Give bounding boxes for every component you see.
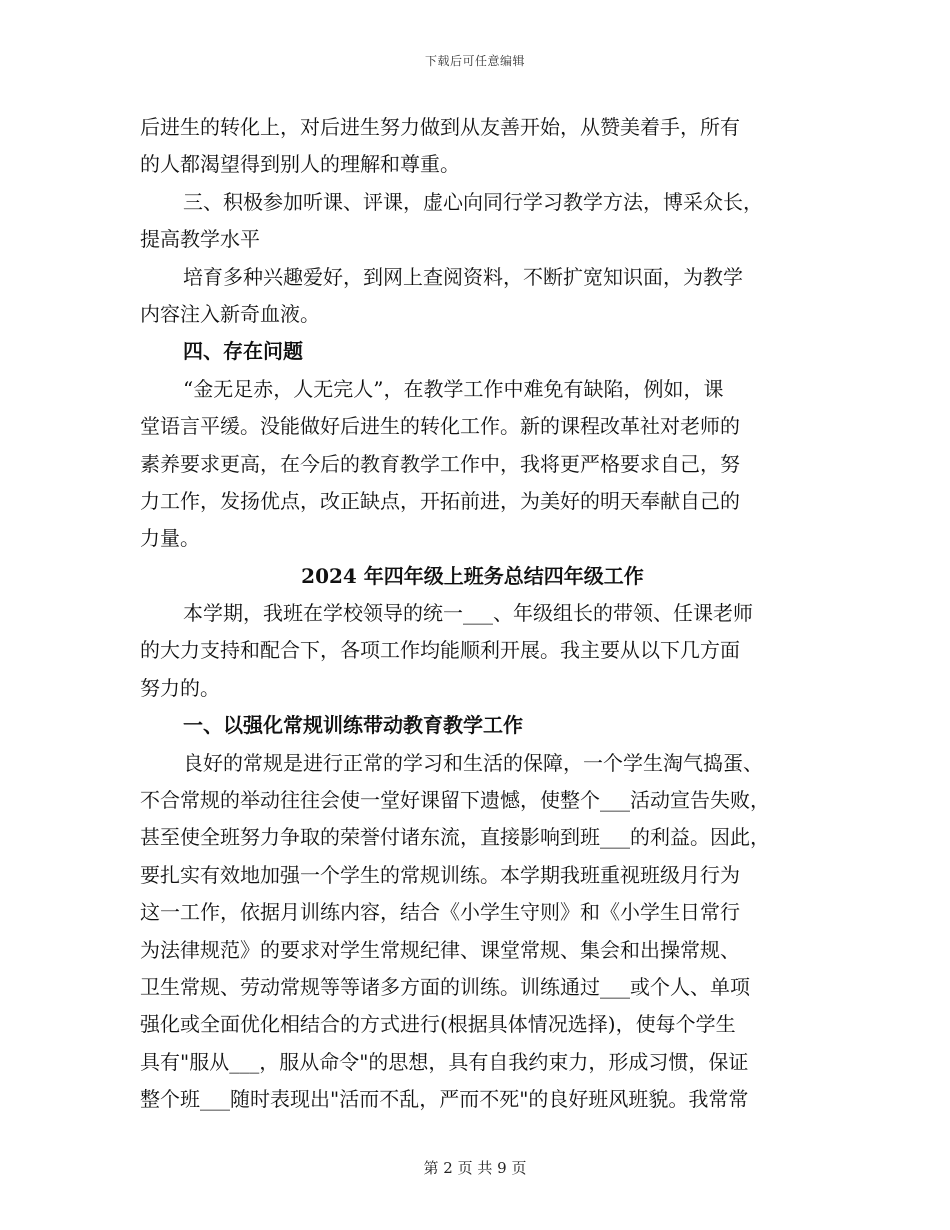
paragraph-line: “金无足赤，人无完人”，在教学工作中难免有缺陷，例如，课 xyxy=(183,376,724,401)
section-three-heading-line: 三、积极参加听课、评课，虚心向同行学习教学方法，博采众长， xyxy=(183,189,763,214)
paragraph-line: 本学期，我班在学校领导的统一___、年级组长的带领、任课老师 xyxy=(183,601,753,626)
paragraph-line: 要扎实有效地加强一个学生的常规训练。本学期我班重视班级月行为 xyxy=(140,862,740,887)
section-four-heading: 四、存在问题 xyxy=(183,339,303,364)
paragraph-line: 整个班___随时表现出"活而不乱，严而不死"的良好班风班貌。我常常 xyxy=(140,1087,749,1112)
paragraph-line: 的人都渴望得到别人的理解和尊重。 xyxy=(140,152,460,177)
document-title: 2024 年四年级上班务总结四年级工作 xyxy=(301,563,644,588)
paragraph-line: 这一工作，依据月训练内容，结合《小学生守则》和《小学生日常行 xyxy=(140,900,740,925)
section-one-heading: 一、以强化常规训练带动教育教学工作 xyxy=(183,713,523,738)
paragraph-line: 力工作，发扬优点，改正缺点，开拓前进，为美好的明天奉献自己的 xyxy=(140,488,740,513)
paragraph-line: 努力的。 xyxy=(140,675,220,700)
document-body xyxy=(140,109,805,1119)
paragraph-line: 力量。 xyxy=(140,526,200,551)
paragraph-line: 提高教学水平 xyxy=(140,227,260,252)
page-header: 下载后可任意编辑 xyxy=(424,54,525,68)
paragraph-line: 为法律规范》的要求对学生常规纪律、课堂常规、集会和出操常规、 xyxy=(140,937,740,962)
paragraph-line: 内容注入新奇血液。 xyxy=(140,301,320,326)
paragraph-line: 后进生的转化上，对后进生努力做到从友善开始，从赞美着手，所有 xyxy=(140,115,740,139)
paragraph-line: 素养要求更高，在今后的教育教学工作中，我将更严格要求自己，努 xyxy=(140,451,740,476)
paragraph-line: 甚至使全班努力争取的荣誉付诸东流，直接影响到班___的利益。因此， xyxy=(140,825,770,850)
paragraph-line: 的大力支持和配合下，各项工作均能顺利开展。我主要从以下几方面 xyxy=(140,638,740,663)
paragraph-line: 具有"服从___，服从命令"的思想，具有自我约束力，形成习惯，保证 xyxy=(140,1049,749,1074)
paragraph-line: 不合常规的举动往往会使一堂好课留下遗憾，使整个___活动宣告失败， xyxy=(140,788,770,813)
paragraph-line: 良好的常规是进行正常的学习和生活的保障，一个学生淘气捣蛋、 xyxy=(183,750,763,775)
paragraph-line: 堂语言平缓。没能做好后进生的转化工作。新的课程改革社对老师的 xyxy=(140,414,740,439)
paragraph-line: 卫生常规、劳动常规等等诸多方面的训练。训练通过___或个人、单项 xyxy=(140,974,750,999)
page-footer: 第 2 页 共 9 页 xyxy=(423,1159,527,1177)
paragraph-line: 强化或全面优化相结合的方式进行(根据具体情况选择)，使每个学生 xyxy=(140,1012,736,1037)
paragraph-line: 培育多种兴趣爱好，到网上查阅资料，不断扩宽知识面，为教学 xyxy=(183,264,743,289)
